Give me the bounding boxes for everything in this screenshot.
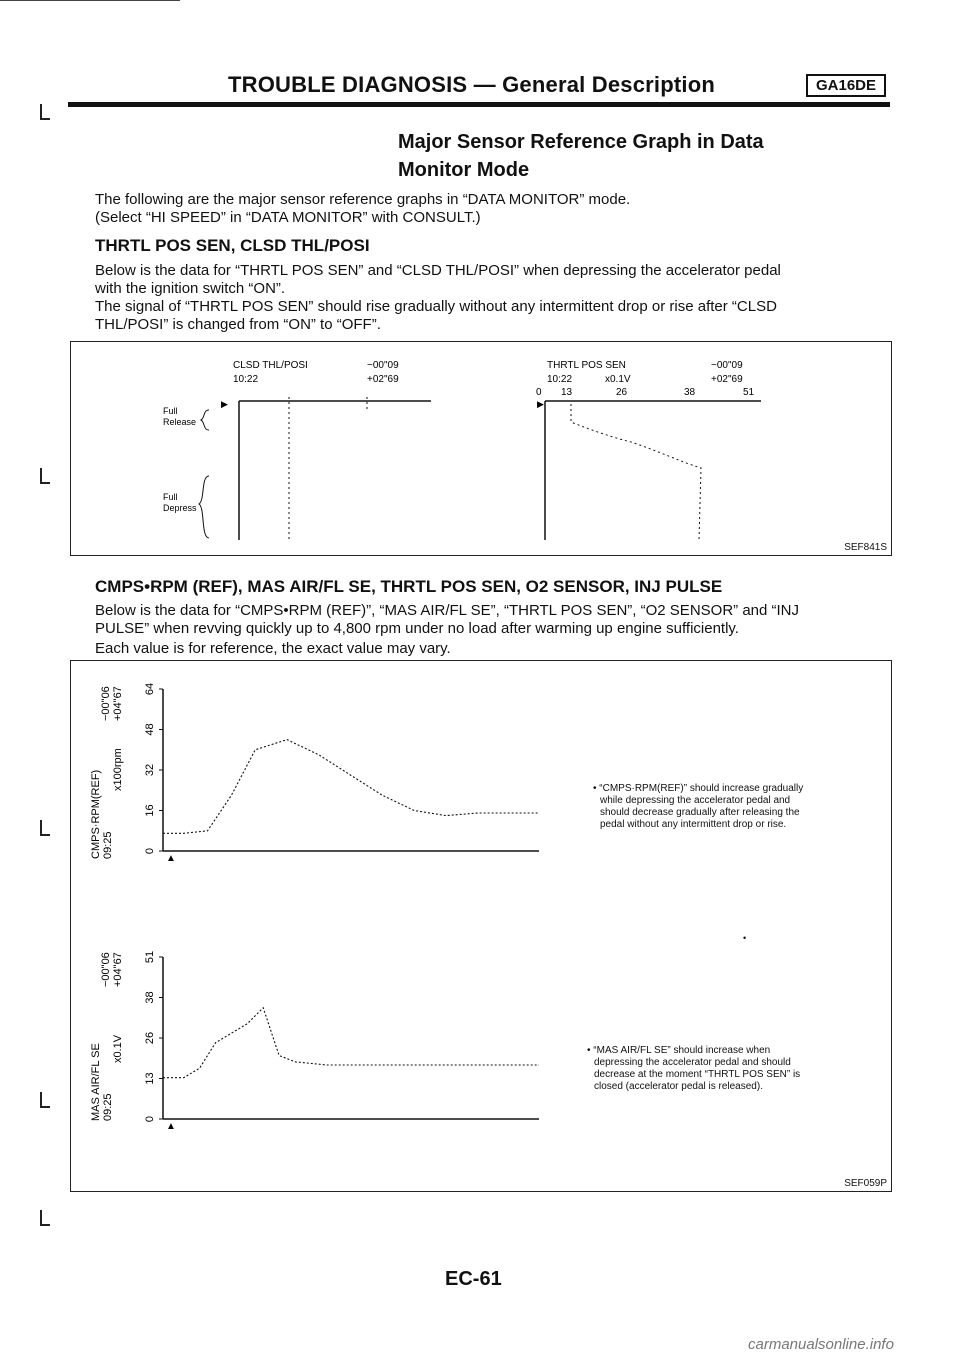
maf-name: MAS AIR/FL SE bbox=[90, 1043, 102, 1121]
full-release-label-1: Full bbox=[163, 406, 178, 416]
section-title-line: Major Sensor Reference Graph in Data bbox=[398, 131, 764, 153]
margin-mark bbox=[40, 820, 50, 836]
thrtl-line: The signal of “THRTL POS SEN” should rise gradually without any intermittent drop or rise after “CLSD bbox=[95, 298, 777, 315]
maf-tick-label: 13 bbox=[144, 1072, 156, 1085]
figure-thrtl-svg bbox=[71, 342, 891, 555]
figure-id: SEF059P bbox=[844, 1178, 887, 1189]
maf-note-line: decrease at the moment “THRTL POS SEN” is bbox=[594, 1069, 801, 1080]
rpm-time: 09:25 bbox=[102, 831, 114, 859]
rpm-note-line: • “CMPS·RPM(REF)” should increase gradually bbox=[593, 783, 804, 794]
rpm-unit: x100rpm bbox=[112, 748, 124, 791]
depress-brace bbox=[199, 476, 209, 538]
clsd-time: 10:22 bbox=[233, 374, 259, 385]
full-release-label-2: Release bbox=[163, 417, 197, 427]
maf-time: 09:25 bbox=[102, 1093, 114, 1121]
maf-tick-label: 51 bbox=[144, 950, 156, 964]
section-title bbox=[398, 128, 764, 184]
page-number: EC-61 bbox=[445, 1268, 502, 1290]
margin-mark bbox=[40, 1210, 50, 1226]
rpm-start-marker: ▲ bbox=[166, 853, 176, 864]
margin-mark bbox=[40, 468, 50, 484]
maf-start-marker: ▲ bbox=[166, 1121, 176, 1132]
maf-tick-label: 26 bbox=[144, 1031, 156, 1045]
margin-mark bbox=[40, 1092, 50, 1108]
tps-time-end: +02"69 bbox=[711, 374, 743, 385]
figure-sensor-graphs bbox=[70, 660, 892, 1192]
tps-time-start: −00"09 bbox=[711, 360, 743, 371]
rpm-tick-label: 48 bbox=[144, 723, 156, 736]
tps-tick-label: 38 bbox=[684, 387, 696, 398]
cmps-line: Below is the data for “CMPS•RPM (REF)”, “MAS AIR/FL SE”, “THRTL POS SEN”, “O2 SENSOR” and “INJ bbox=[95, 602, 800, 619]
maf-time-end: +04"67 bbox=[112, 952, 124, 987]
stray-mark: • bbox=[743, 933, 747, 943]
rpm-time-start: −00"06 bbox=[100, 686, 112, 721]
scan-edge-line bbox=[0, 0, 180, 1]
maf-tick-label: 38 bbox=[144, 991, 156, 1004]
release-marker: ▶ bbox=[221, 399, 228, 409]
engine-code-badge: GA16DE bbox=[806, 74, 886, 97]
cmps-line: Each value is for reference, the exact value may vary. bbox=[95, 640, 451, 657]
watermark: carmanualsonline.info bbox=[748, 1336, 894, 1353]
page-header-title: TROUBLE DIAGNOSIS — General Description bbox=[228, 72, 715, 97]
tps-tick-label: 26 bbox=[616, 387, 628, 398]
rpm-tick-label: 32 bbox=[144, 763, 156, 777]
tps-marker: ▶ bbox=[537, 399, 544, 409]
rpm-note-line: should decrease gradually after releasing the bbox=[600, 807, 800, 818]
rpm-time-end: +04"67 bbox=[112, 686, 124, 721]
header-rule bbox=[68, 102, 890, 107]
margin-mark bbox=[40, 104, 50, 120]
full-depress-label-1: Full bbox=[163, 492, 178, 502]
release-brace bbox=[201, 410, 209, 430]
thrtl-heading: THRTL POS SEN, CLSD THL/POSI bbox=[95, 236, 370, 255]
rpm-note-line: while depressing the accelerator pedal and bbox=[600, 795, 791, 806]
intro-line: The following are the major sensor reference graphs in “DATA MONITOR” mode. bbox=[95, 191, 631, 208]
maf-time-start: −00"06 bbox=[100, 952, 112, 987]
rpm-note-line: pedal without any intermittent drop or rise. bbox=[600, 819, 787, 830]
rpm-tick-label: 0 bbox=[144, 847, 156, 855]
maf-tick-label: 0 bbox=[144, 1115, 156, 1123]
clsd-time-end: +02"69 bbox=[367, 374, 399, 385]
thrtl-line: THL/POSI” is changed from “ON” to “OFF”. bbox=[95, 316, 381, 333]
maf-unit: x0.1V bbox=[112, 1034, 124, 1063]
rpm-note bbox=[593, 783, 803, 831]
cmps-line: PULSE” when revving quickly up to 4,800 rpm under no load after warming up engine sufficiently. bbox=[95, 620, 739, 637]
full-depress-label-2: Depress bbox=[163, 503, 197, 513]
rpm-name: CMPS·RPM(REF) bbox=[90, 769, 102, 859]
tps-tick-label: 0 bbox=[536, 387, 542, 398]
rpm-tick-label: 16 bbox=[144, 804, 156, 817]
maf-tick-labels bbox=[144, 951, 163, 1122]
maf-note-line: closed (accelerator pedal is released). bbox=[594, 1081, 763, 1092]
maf-note-line: depressing the accelerator pedal and should bbox=[594, 1057, 791, 1068]
tps-tick-label: 51 bbox=[743, 387, 755, 398]
tps-name: THRTL POS SEN bbox=[547, 360, 626, 371]
tps-unit: x0.1V bbox=[605, 374, 631, 385]
figure-thrtl-pos bbox=[70, 341, 892, 556]
section-title-line: Monitor Mode bbox=[398, 159, 530, 181]
rpm-trace bbox=[163, 740, 539, 834]
thrtl-line: Below is the data for “THRTL POS SEN” and “CLSD THL/POSI” when depressing the accelerator pedal bbox=[95, 262, 781, 279]
tps-time: 10:22 bbox=[547, 374, 573, 385]
thrtl-line: with the ignition switch “ON”. bbox=[95, 280, 286, 297]
intro-line: (Select “HI SPEED” in “DATA MONITOR” with CONSULT.) bbox=[95, 209, 481, 226]
clsd-name: CLSD THL/POSI bbox=[233, 360, 308, 371]
tps-trace bbox=[571, 404, 701, 540]
maf-note bbox=[587, 1045, 800, 1093]
rpm-tick-label: 64 bbox=[144, 682, 156, 696]
rpm-tick-labels bbox=[144, 683, 163, 854]
cmps-heading: CMPS•RPM (REF), MAS AIR/FL SE, THRTL POS SEN, O2 SENSOR, INJ PULSE bbox=[95, 577, 723, 596]
maf-note-line: • “MAS AIR/FL SE” should increase when bbox=[587, 1045, 771, 1056]
figure-sensor-svg bbox=[71, 661, 891, 1191]
maf-trace bbox=[163, 1008, 539, 1078]
figure-id: SEF841S bbox=[844, 542, 887, 553]
tps-tick-label: 13 bbox=[561, 387, 573, 398]
clsd-time-start: −00"09 bbox=[367, 360, 399, 371]
